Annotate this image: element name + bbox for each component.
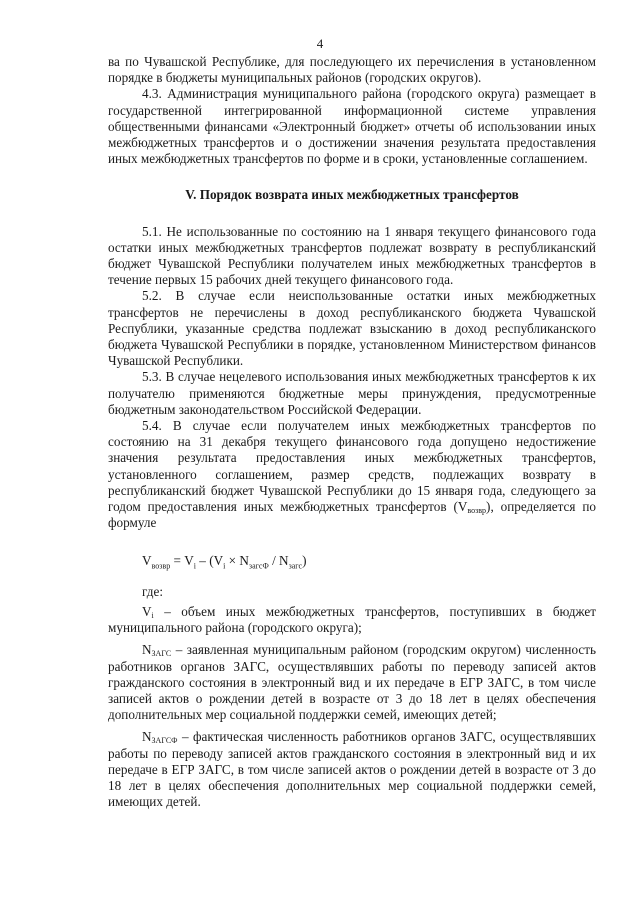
refund-formula: $V_{возвр} = V_i - (V_i \times N_{загсФ} / N_{загс})$ (142, 553, 307, 572)
definition-n-zags: $N_{ЗАГС}$ – заявленная муниципальным районом (городским округом) численность работников органов ЗАГС, осуществлявших работы по переводу записей актов гражданского состояния в электронный вид и их передаче в ЕГР ЗАГС, в том числе записей актов о рождении детей в возрасте от 3 до 18 лет в целях обеспечения дополнительных мер социальной поддержки семей, имеющих детей; (108, 642, 596, 723)
intro-paragraph-continuation: ва по Чувашской Республике, для последующего их перечисления в установленном порядке в бюджеты муниципальных районов (городских округов). (108, 54, 596, 86)
document-body (108, 54, 596, 810)
page-number: 4 (316, 36, 324, 51)
paragraph-5-3: 5.3. В случае нецелевого использования иных межбюджетных трансфертов к их получателю применяются бюджетные меры принуждения, предусмотренные бюджетным законодательством Российской Федерации. (108, 369, 596, 417)
definition-n-zags-fact: $N_{ЗАГСФ}$ – фактическая численность работников органов ЗАГС, осуществлявших работы по переводу записей актов гражданского состояния в электронный вид и их передаче в ЕГР ЗАГС, в том числе записей актов о рождении детей в возрасте от 3 до 18 лет в целях обеспечения дополнительных мер социальной поддержки семей, имеющих детей. (108, 729, 596, 810)
paragraph-5-4: 5.4. В случае если получателем иных межбюджетных трансфертов по состоянию на 31 декабря текущего финансового года допущено недостижение значения результата предоставления иных межбюджетных трансфертов, установленного соглашением, размер средств, подлежащих возврату в республиканский бюджет Чувашской Республики до 15 января года, следующего за годом предоставления иных межбюджетных трансфертов $(V_{возвр})$, определяется по формуле (108, 418, 596, 531)
paragraph-4-3: 4.3. Администрация муниципального района (городского округа) размещает в государственной интегрированной информационной системе управления общественными финансами «Электронный бюджет» отчеты об использовании иных межбюджетных трансфертов и о достижении значения результата предоставления иных межбюджетных трансфертов по форме и в сроки, установленные соглашением. (108, 86, 596, 167)
section-title: V. Порядок возврата иных межбюджетных трансфертов (185, 187, 519, 203)
where-label: где: (142, 583, 163, 599)
paragraph-5-1: 5.1. Не использованные по состоянию на 1 января текущего финансового года остатки иных межбюджетных трансфертов подлежат возврату в республиканский бюджет Чувашской Республики получателем иных межбюджетных трансфертов в течение первых 15 рабочих дней текущего финансового года. (108, 223, 596, 288)
paragraph-5-2: 5.2. В случае если неиспользованные остатки иных межбюджетных трансфертов не перечислены в доход республиканского бюджета Чувашской Республики, указанные средства подлежат взысканию в доход республиканского бюджета Чувашской Республики в порядке, установленном Министерством финансов Чувашской Республики. (108, 288, 596, 369)
definition-vi: $V_i$ – объем иных межбюджетных трансфертов, поступивших в бюджет муниципального района (городского округа); (108, 603, 596, 636)
